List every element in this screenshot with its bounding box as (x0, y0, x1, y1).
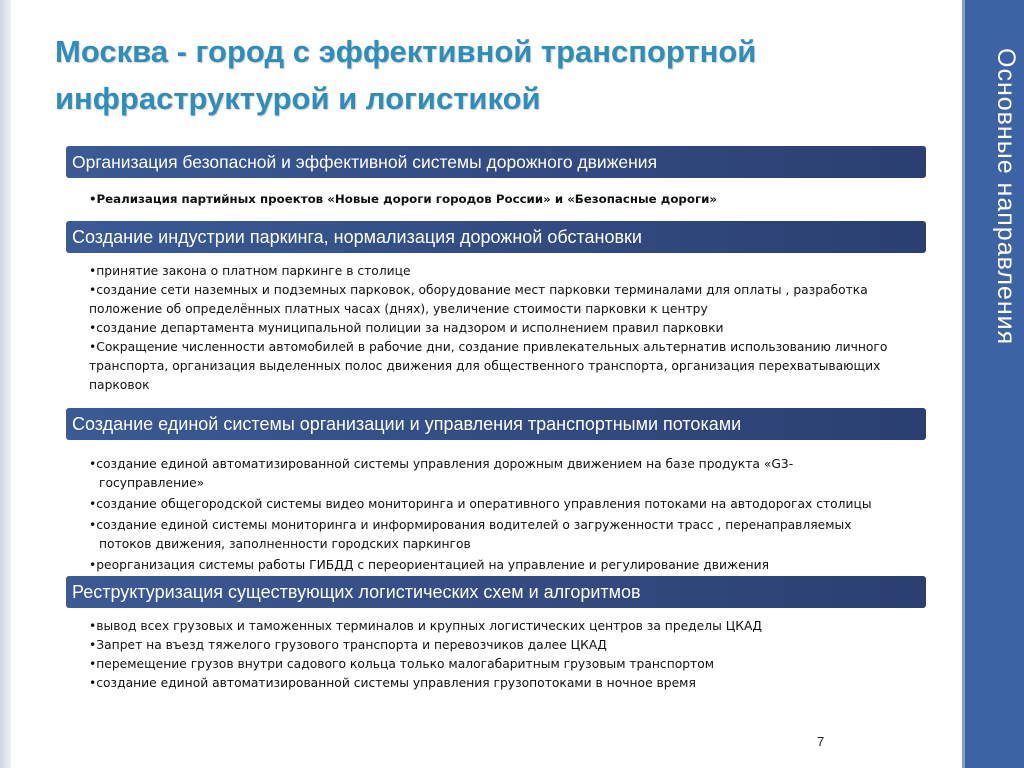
list-item (89, 455, 929, 493)
left-frame-strip (0, 0, 11, 768)
page-title: Москва - город с эффективной транспортной инфраструктурой и логистикой (55, 34, 757, 116)
list-item: •перемещение грузов внутри садового кольца только малогабаритным грузовым транспортом (89, 657, 715, 671)
section-header-parking: Создание индустрии паркинга, нормализация дорожной обстановки (66, 221, 926, 253)
list-item: •создание единой автоматизированной системы управления грузопотоками в ночное время (89, 676, 696, 690)
list-item: •создание общегородской системы видео мониторинга и оперативного управления потоками на автодорогах столицы (89, 497, 872, 511)
page-number: 7 (817, 734, 825, 749)
list-item: •Сокращение численности автомобилей в рабочие дни, создание привлекательных альтернатив использованию личного транспорта, организация выделенных полос движения для общественного транспорта, организация перехватывающих парковок (89, 340, 888, 392)
list-item: •принятие закона о платном паркинге в столице (89, 264, 411, 278)
list-item-continuation: потоков движения, заполненности городских паркингов (99, 537, 471, 551)
section-header-road-safety: Организация безопасной и эффективной системы дорожного движения (66, 146, 926, 178)
section-list-road-safety (89, 190, 929, 209)
section-header-logistics: Реструктуризация существующих логистических схем и алгоритмов (66, 576, 926, 608)
list-item: •Реализация партийных проектов «Новые дороги городов России» и «Безопасные дороги» (89, 192, 718, 206)
list-item-continuation: госуправление» (99, 476, 205, 490)
list-item (89, 516, 929, 554)
side-title: Основные направления (992, 48, 1020, 346)
section-list-parking (89, 262, 929, 395)
list-item: •Запрет на въезд тяжелого грузового транспорта и перевозчиков далее ЦКАД (89, 638, 607, 652)
list-item: •создание сети наземных и подземных парковок, оборудование мест парковки терминалами для оплаты , разработка положение об определённых платных часах (днях), увеличение стоимости парковки к центру (89, 283, 868, 316)
list-item: •создание департамента муниципальной полиции за надзором и исполнением правил парковки (89, 321, 724, 335)
section-list-traffic-management (89, 455, 929, 575)
list-item-line: •создание единой автоматизированной системы управления дорожным движением на базе продукта «G3- (89, 457, 794, 471)
list-item: •реорганизация системы работы ГИБДД с переориентацией на управление и регулирование движения (89, 558, 770, 572)
section-header-traffic-management: Создание единой системы организации и управления транспортными потоками (66, 408, 926, 440)
list-item-line: •создание единой системы мониторинга и информирования водителей о загруженности трасс , перенаправляемых (89, 518, 852, 532)
side-panel (962, 0, 1024, 768)
section-list-logistics (89, 617, 929, 693)
list-item: •вывод всех грузовых и таможенных терминалов и крупных логистических центров за пределы ЦКАД (89, 619, 763, 633)
